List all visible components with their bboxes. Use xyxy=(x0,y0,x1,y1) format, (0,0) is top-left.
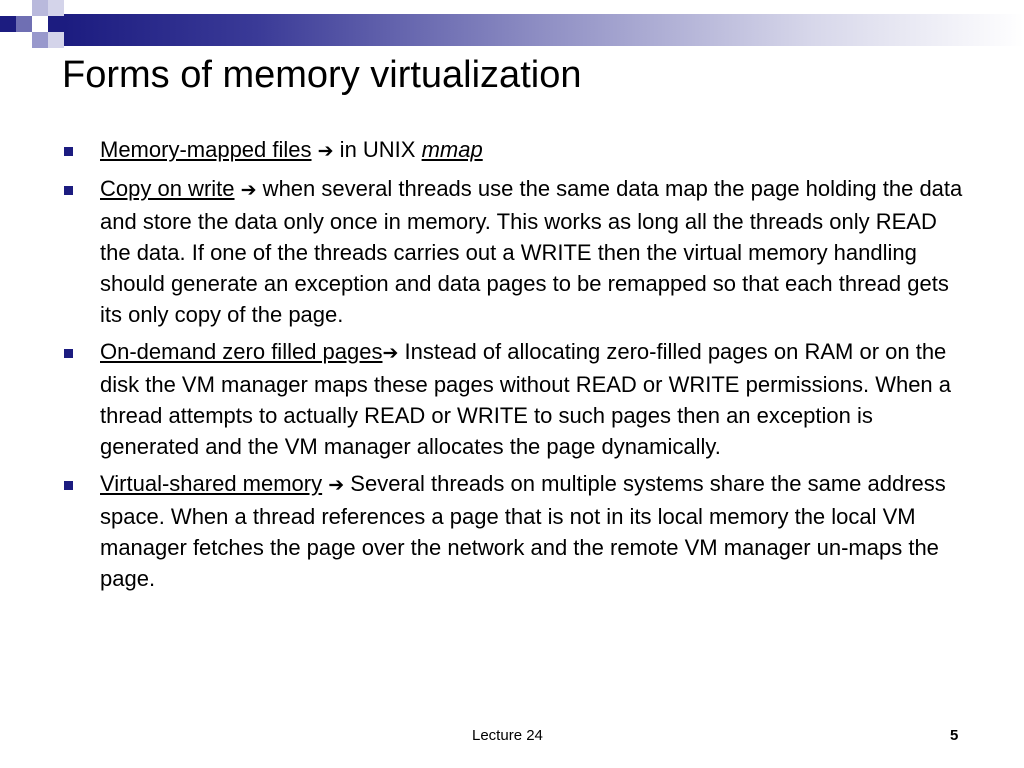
decor-square xyxy=(16,0,32,16)
bullet-copy-on-write xyxy=(60,173,972,330)
bullet-term: Copy on write xyxy=(100,176,235,201)
decor-square xyxy=(48,32,64,48)
bullet-text: in UNIX xyxy=(333,137,422,162)
bullet-term: Memory-mapped files xyxy=(100,137,312,162)
decor-square xyxy=(0,16,16,32)
decor-square xyxy=(48,0,64,16)
bullet-on-demand-zero-filled-pages xyxy=(60,336,972,462)
bullet-text: when several threads use the same data map the page holding the data and store the data only once in memory. This works as long all the threads only READ the data. If one of the threads carries out a WRITE then the virtual memory handling should generate an exception and data pages to be remapped so that each thread gets its only copy of the page. xyxy=(100,176,963,327)
bullet-term: Virtual-shared memory xyxy=(100,471,323,496)
decor-square xyxy=(16,16,32,32)
bullet-memory-mapped-files xyxy=(60,134,972,167)
arrow-right-icon: ➔ xyxy=(382,342,399,364)
bullet-text: Several threads on multiple systems share the same address space. When a thread references a page that is not in its local memory the local VM manager fetches the page over the network and the remote VM manager un-maps the page. xyxy=(100,471,946,591)
bullet-emphasis: mmap xyxy=(421,137,483,162)
arrow-right-icon: ➔ xyxy=(240,179,257,201)
bullet-virtual-shared-memory xyxy=(60,468,972,594)
decor-square xyxy=(32,16,48,32)
square-bullet-icon xyxy=(64,481,73,490)
arrow-right-icon: ➔ xyxy=(317,140,334,162)
decor-square xyxy=(16,32,32,48)
page-number: 5 xyxy=(950,727,959,744)
footer-lecture-label: Lecture 24 xyxy=(472,727,543,744)
square-bullet-icon xyxy=(64,186,73,195)
header-gradient-bar xyxy=(64,14,1024,46)
decor-square xyxy=(32,32,48,48)
bullet-term: On-demand zero filled pages xyxy=(100,339,383,364)
bullet-list xyxy=(60,134,972,600)
square-bullet-icon xyxy=(64,147,73,156)
decor-square xyxy=(32,0,48,16)
decor-square xyxy=(48,16,64,32)
slide-title: Forms of memory virtualization xyxy=(62,54,582,96)
arrow-right-icon: ➔ xyxy=(328,474,345,496)
square-bullet-icon xyxy=(64,349,73,358)
bullet-text: Instead of allocating zero-filled pages on RAM or on the disk the VM manager maps these pages without READ or WRITE permissions. When a thread attempts to actually READ or WRITE to such pages then an exception is generated and the VM manager allocates the page dynamically. xyxy=(100,339,952,459)
